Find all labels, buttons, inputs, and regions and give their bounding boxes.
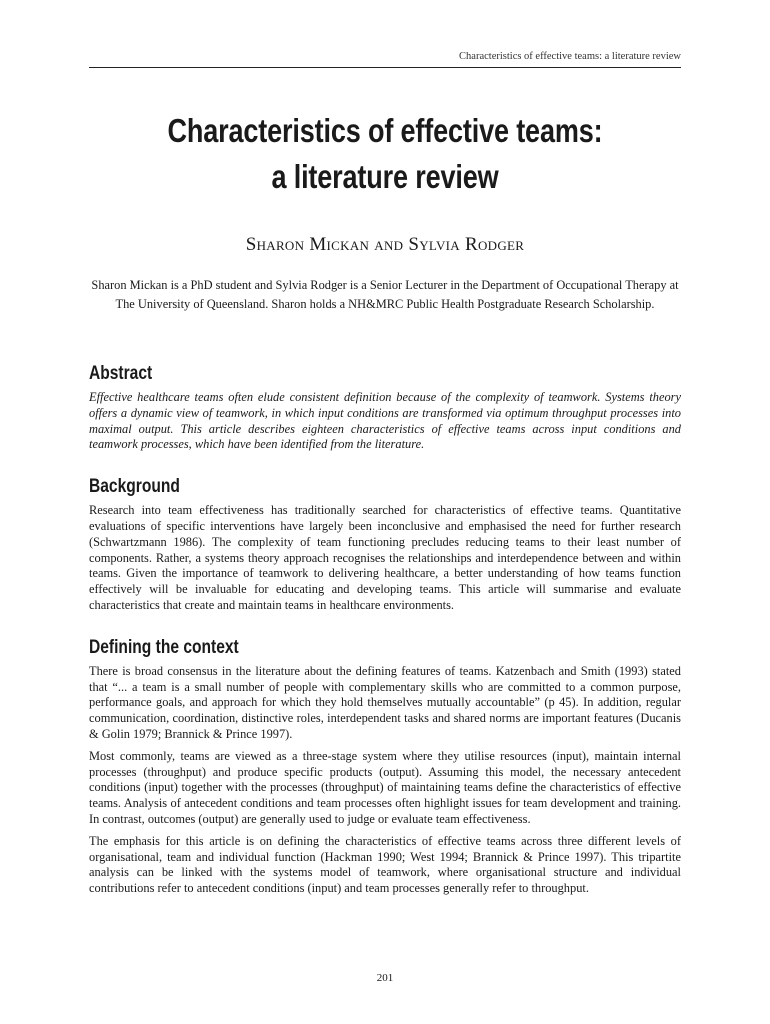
title-line-1: Characteristics of effective teams:	[167, 112, 603, 149]
context-section	[89, 636, 681, 897]
context-heading: Defining the context	[89, 636, 239, 658]
abstract-heading: Abstract	[89, 363, 153, 384]
background-heading: Background	[89, 476, 180, 498]
header-rule	[89, 67, 681, 68]
abstract-text: Effective healthcare teams often elude consistent definition because of the complexity of teamwork. Systems theory offers a dynamic view of teamwork, in which input conditions are transformed via optimum throughput processes into maximal output. This article describes eighteen characteristics of effective teams across input conditions and teamwork processes, which have been identified from the literature.	[89, 390, 681, 452]
abstract-section	[89, 362, 681, 453]
author-affiliation: Sharon Mickan is a PhD student and Sylvia Rodger is a Senior Lecturer in the Department of Occupational Therapy at The University of Queensland. Sharon holds a NH&MRC Public Health Postgraduate Research Scholarship.	[91, 278, 679, 311]
title-line-2: a literature review	[271, 158, 499, 195]
page-number: 201	[376, 972, 394, 984]
background-section	[89, 475, 681, 614]
authors: Sharon Mickan and Sylvia Rodger	[245, 234, 525, 255]
context-paragraph-1: There is broad consensus in the literature about the defining features of teams. Katzenbach and Smith (1993) stated that “... a team is a small number of people with complementary skills who are committed to a common purpose, performance goals, and approach for which they hold themselves mutually accountable” (p 45). In addition, regular communication, coordination, distinctive roles, interdependent tasks and shared norms are important features (Ducanis & Golin 1979; Brannick & Prince 1997).	[89, 663, 681, 741]
article-body	[89, 362, 681, 919]
context-paragraph-2: Most commonly, teams are viewed as a three-stage system where they utilise resources (input), maintain internal processes (throughput) and produce specific products (output). Assuming this model, the necessary antecedent conditions (input) together with the processes (throughput) of maintaining teams define the characteristics of effective teams. Analysis of antecedent conditions and team processes often highlight issues for team development and training. In contrast, outcomes (output) are generally used to judge or evaluate team effectiveness.	[89, 748, 681, 826]
running-head: Characteristics of effective teams: a literature review	[459, 51, 681, 62]
article-title	[119, 108, 652, 200]
background-text: Research into team effectiveness has traditionally searched for characteristics of effective teams. Quantitative evaluations of specific interventions have largely been inconclusive and emphasised the need for further research (Schwartzmann 1986). The complexity of team functioning precludes reducing teams to their least number of components. Rather, a systems theory approach recognises the relationships and interdependence between and within teams. Given the importance of teamwork to delivering healthcare, a better understanding of how teams function effectively will be invaluable for educating and developing teams. This article will summarise and evaluate characteristics that create and maintain teams in healthcare environments.	[89, 503, 681, 612]
context-paragraph-3: The emphasis for this article is on defining the characteristics of effective teams across three different levels of organisational, team and individual function (Hackman 1990; West 1994; Brannick & Prince 1997). This tripartite analysis can be linked with the systems model of teamwork, where organisational structure and individual contributions refer to antecedent conditions (input) and team processes generally refer to throughput.	[89, 833, 681, 896]
